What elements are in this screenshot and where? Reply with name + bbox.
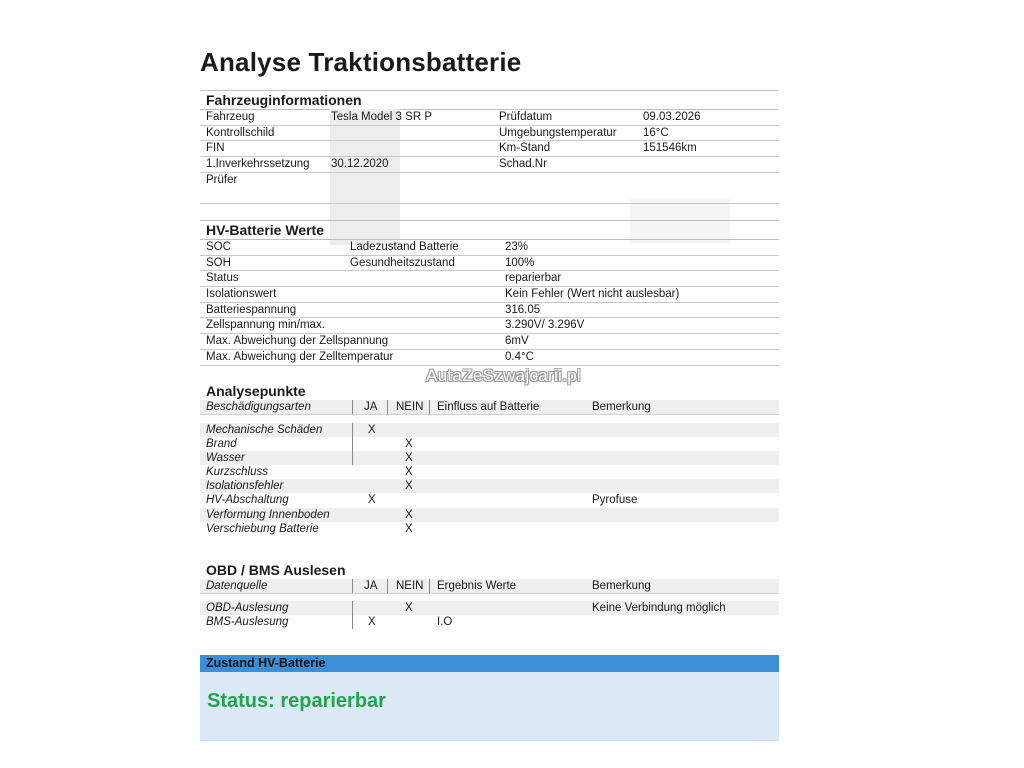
vehicle-info-label2: Umgebungstemperatur [499, 126, 617, 139]
analysis-row [200, 508, 779, 522]
analysis-row [200, 451, 779, 465]
data-source: OBD-Auslesung [206, 602, 289, 614]
vehicle-info-section [200, 90, 779, 204]
ja-mark: X [368, 424, 376, 436]
watermark: AutaZeSzwajcarii.pl [426, 366, 581, 385]
hv-value: 100% [505, 256, 535, 269]
hv-label: SOH [206, 256, 231, 269]
hv-value: 23% [505, 241, 529, 253]
ja-mark: X [368, 616, 376, 629]
obd-header-row [200, 579, 779, 594]
col-damage-types: Beschädigungsarten [206, 401, 311, 413]
hv-label: Batteriespannung [206, 303, 297, 316]
hv-values-heading: HV-Batterie Werte [200, 220, 779, 240]
hv-value: 3.290V/ 3.296V [505, 319, 585, 332]
hv-description: Ladezustand Batterie [350, 241, 459, 253]
column-divider [387, 579, 388, 593]
hv-value-row [200, 287, 779, 303]
analysis-section [200, 382, 779, 536]
obd-section [200, 561, 779, 629]
column-divider [352, 615, 353, 629]
vehicle-info-label2: Km-Stand [499, 142, 551, 155]
vehicle-info-label: Kontrollschild [206, 126, 275, 139]
nein-mark: X [405, 522, 413, 535]
nein-mark: X [405, 508, 413, 521]
hv-value: reparierbar [505, 272, 562, 285]
damage-type: HV-Abschaltung [206, 494, 289, 507]
vehicle-info-label: Fahrzeug [206, 111, 255, 123]
col-result: Ergebnis Werte [437, 580, 517, 592]
col-remark: Bemerkung [592, 580, 651, 592]
hv-value-row [200, 334, 779, 350]
vehicle-info-value: 30.12.2020 [331, 158, 389, 171]
vehicle-info-value: Tesla Model 3 SR P [331, 111, 432, 123]
vehicle-info-label2: Prüfdatum [499, 111, 553, 123]
remark-value: Pyrofuse [592, 494, 638, 507]
ja-mark: X [368, 494, 376, 507]
damage-type: Kurzschluss [206, 466, 268, 479]
vehicle-info-row [200, 157, 779, 173]
column-divider [429, 400, 430, 414]
vehicle-info-value2: 151546km [643, 142, 697, 155]
hv-value: 6mV [505, 335, 529, 348]
analysis-row [200, 522, 779, 536]
damage-type: Wasser [206, 452, 245, 465]
vehicle-info-label: FIN [206, 142, 225, 155]
page-title: Analyse Traktionsbatterie [200, 47, 522, 77]
vehicle-info-row [200, 126, 779, 142]
vehicle-info-label2: Schad.Nr [499, 158, 547, 171]
col-influence: Einfluss auf Batterie [437, 401, 540, 413]
nein-mark: X [405, 602, 413, 614]
col-ja: JA [364, 580, 378, 592]
hv-label: Max. Abweichung der Zelltemperatur [206, 350, 394, 363]
hv-value-row [200, 256, 779, 272]
vehicle-info-row [200, 173, 779, 204]
hv-value-row [200, 271, 779, 287]
damage-type: Isolationsfehler [206, 480, 284, 493]
nein-mark: X [405, 452, 413, 465]
damage-type: Verschiebung Batterie [206, 522, 319, 535]
hv-label: Max. Abweichung der Zellspannung [206, 335, 389, 348]
nein-mark: X [405, 438, 413, 451]
vehicle-info-value2: 09.03.2026 [643, 111, 701, 123]
nein-mark: X [405, 480, 413, 493]
hv-value: Kein Fehler (Wert nicht auslesbar) [505, 288, 680, 301]
vehicle-info-heading: Fahrzeuginformationen [200, 90, 779, 110]
column-divider [352, 437, 353, 451]
condition-heading: Zustand HV-Batterie [200, 655, 779, 672]
hv-value-row [200, 303, 779, 319]
hv-label: Zellspannung min/max. [206, 319, 325, 332]
nein-mark: X [405, 466, 413, 479]
condition-body [200, 672, 779, 741]
col-remark: Bemerkung [592, 401, 651, 413]
hv-value-row [200, 350, 779, 366]
obd-row [200, 615, 779, 629]
column-divider [352, 579, 353, 593]
column-divider [352, 451, 353, 465]
data-source: BMS-Auslesung [206, 616, 289, 629]
result-value: I.O [437, 616, 453, 629]
column-divider [352, 423, 353, 437]
analysis-row [200, 437, 779, 451]
hv-description: Gesundheitszustand [350, 256, 455, 269]
col-data-source: Datenquelle [206, 580, 268, 592]
column-divider [352, 400, 353, 414]
obd-heading: OBD / BMS Auslesen [206, 562, 346, 578]
hv-label: Isolationswert [206, 288, 277, 301]
analysis-row [200, 493, 779, 507]
analysis-row [200, 465, 779, 479]
hv-value-row [200, 318, 779, 334]
analysis-row [200, 423, 779, 437]
vehicle-info-row [200, 141, 779, 157]
analysis-row [200, 479, 779, 493]
vehicle-info-label: 1.Inverkehrssetzung [206, 158, 310, 171]
battery-condition-panel [200, 655, 779, 741]
column-divider [352, 601, 353, 615]
damage-type: Verformung Innenboden [206, 508, 330, 521]
vehicle-info-value2: 16°C [643, 126, 669, 139]
analysis-heading: Analysepunkte [206, 383, 306, 399]
col-nein: NEIN [396, 580, 424, 592]
column-divider [429, 579, 430, 593]
hv-label: Status [206, 272, 239, 285]
status-text: Status: reparierbar [207, 690, 386, 712]
col-nein: NEIN [396, 401, 424, 413]
hv-values-section [200, 220, 779, 366]
vehicle-info-row [200, 110, 779, 126]
hv-label: SOC [206, 241, 231, 253]
column-divider [387, 400, 388, 414]
col-ja: JA [364, 401, 378, 413]
damage-type: Mechanische Schäden [206, 424, 323, 436]
analysis-header-row [200, 400, 779, 415]
hv-value-row [200, 240, 779, 256]
remark-value: Keine Verbindung möglich [592, 602, 726, 614]
damage-type: Brand [206, 438, 237, 451]
vehicle-info-label: Prüfer [206, 173, 238, 186]
hv-value: 0.4°C [505, 350, 534, 363]
hv-value: 316.05 [505, 303, 541, 316]
obd-row [200, 601, 779, 615]
